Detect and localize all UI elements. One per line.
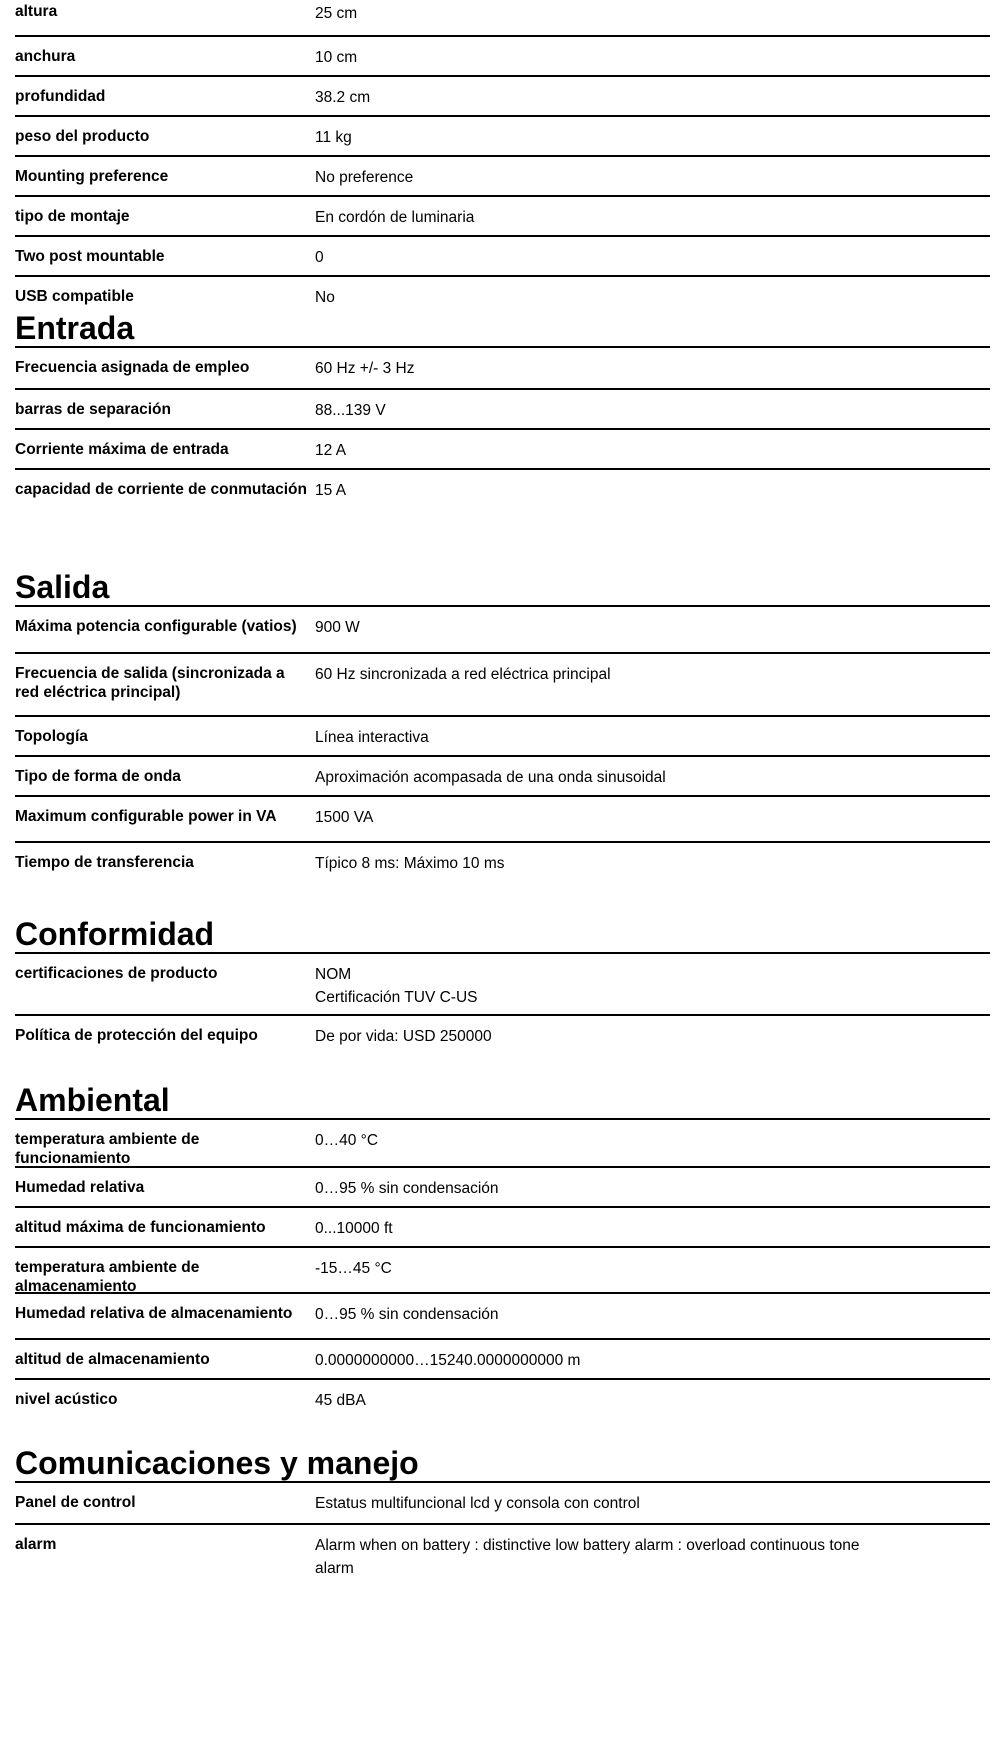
spec-label: Tipo de forma de onda [15,768,181,785]
spec-value-line: 15 A [315,482,347,499]
spec-label: alarm [15,1536,57,1553]
spec-value [315,197,990,229]
spec-label: altura [15,3,58,20]
spec-row [15,1523,990,1579]
spec-value [315,1120,990,1152]
spec-row [15,75,990,115]
spec-value-line: 1500 VA [315,809,374,826]
spec-row [15,468,990,524]
spec-row [15,155,990,195]
spec-value [315,1525,990,1580]
spec-value-line: 88...139 V [315,402,386,419]
spec-row [15,1292,990,1338]
spec-value [315,77,990,109]
spec-row [15,275,990,315]
spec-section [15,1082,990,1418]
spec-value [315,1016,990,1048]
spec-row [15,954,990,1014]
spec-value [315,470,990,502]
spec-row [15,348,990,388]
spec-value-line: No [315,289,335,306]
spec-value-line: De por vida: USD 250000 [315,1028,492,1045]
spec-section [15,569,990,881]
spec-value-line: Línea interactiva [315,729,429,746]
spec-value [315,1168,990,1200]
section-title: Conformidad [15,916,215,952]
spec-value-line: 0…95 % sin condensación [315,1306,499,1323]
spec-label: altitud máxima de funcionamiento [15,1219,266,1236]
spec-value [315,1380,990,1412]
spec-value-line: 25 cm [315,5,358,22]
spec-row [15,195,990,235]
spec-value [315,717,990,749]
spec-row [15,115,990,155]
spec-label: temperatura ambiente de funcionamiento [15,1131,200,1167]
spec-row [15,0,990,35]
spec-value-line: 0 [315,249,324,266]
spec-label: Corriente máxima de entrada [15,441,229,458]
spec-value [315,37,990,69]
spec-value-line: 45 dBA [315,1392,366,1409]
spec-row [15,388,990,428]
spec-label: Panel de control [15,1494,136,1511]
spec-label: nivel acústico [15,1391,118,1408]
spec-row [15,35,990,75]
spec-value [315,348,990,380]
spec-label: Política de protección del equipo [15,1027,258,1044]
spec-section [15,1445,990,1579]
spec-value-line: -15…45 °C [315,1260,392,1277]
spec-row [15,795,990,841]
spec-value [315,607,990,639]
spec-value [315,430,990,462]
spec-value [315,1294,990,1326]
spec-value-line: NOM [315,966,352,983]
spec-row [15,841,990,881]
spec-row [15,1378,990,1418]
spec-section [15,916,990,1054]
spec-value-line: 11 kg [315,129,352,146]
spec-value [315,843,990,875]
spec-row [15,1166,990,1206]
spec-value-line: 0…95 % sin condensación [315,1180,499,1197]
spec-value-line: En cordón de luminaria [315,209,475,226]
spec-value-line: Alarm when on battery : distinctive low battery alarm : overload continuous tone [315,1537,860,1554]
spec-value [315,1208,990,1240]
spec-value [315,1483,990,1515]
spec-value-line: Certificación TUV C-US [315,989,478,1006]
spec-value [315,1340,990,1372]
spec-value [315,277,990,309]
spec-row [15,715,990,755]
spec-row [15,1246,990,1295]
spec-value-line: Aproximación acompasada de una onda sinusoidal [315,769,666,786]
spec-section [15,0,990,315]
spec-label: profundidad [15,88,106,105]
spec-value-line: 60 Hz +/- 3 Hz [315,360,415,377]
spec-row [15,1014,990,1054]
spec-value [315,117,990,149]
spec-label: certificaciones de producto [15,965,218,982]
spec-label: Tiempo de transferencia [15,854,194,871]
spec-label: Mounting preference [15,168,169,185]
spec-row [15,1338,990,1378]
spec-row [15,1206,990,1246]
spec-label: Máxima potencia configurable (vatios) [15,618,297,635]
spec-label: altitud de almacenamiento [15,1351,210,1368]
spec-label: Humedad relativa de almacenamiento [15,1305,293,1322]
spec-row [15,755,990,795]
spec-value [315,237,990,269]
spec-value [315,797,990,829]
spec-value-line: Típico 8 ms: Máximo 10 ms [315,855,505,872]
section-title: Salida [15,569,110,605]
spec-row [15,607,990,652]
spec-value-line: Estatus multifuncional lcd y consola con control [315,1495,640,1512]
spec-value-line: 0...10000 ft [315,1220,393,1237]
spec-label: barras de separación [15,401,171,418]
section-title: Entrada [15,310,135,346]
spec-row [15,235,990,275]
spec-value-line: 10 cm [315,49,358,66]
section-title: Comunicaciones y manejo [15,1445,419,1481]
spec-label: anchura [15,48,76,65]
spec-value-line: 0.0000000000…15240.0000000000 m [315,1352,581,1369]
spec-label: capacidad de corriente de conmutación [15,481,307,498]
spec-row [15,652,990,715]
spec-value-line: No preference [315,169,414,186]
spec-value-line: 12 A [315,442,347,459]
spec-row [15,428,990,468]
spec-label: Frecuencia asignada de empleo [15,359,250,376]
section-title: Ambiental [15,1082,170,1118]
spec-value [315,757,990,789]
spec-label: USB compatible [15,288,134,305]
spec-section [15,310,990,524]
spec-label: tipo de montaje [15,208,130,225]
spec-label: Humedad relativa [15,1179,145,1196]
spec-label: Maximum configurable power in VA [15,808,277,825]
spec-value [315,954,990,1009]
spec-row [15,1483,990,1523]
spec-label: Frecuencia de salida (sincronizada a red eléctrica principal) [15,665,285,701]
spec-value [315,1248,990,1280]
spec-value [315,0,990,25]
spec-value-line: 0…40 °C [315,1132,379,1149]
spec-label: Topología [15,728,88,745]
spec-label: temperatura ambiente de almacenamiento [15,1259,200,1295]
spec-value [315,157,990,189]
spec-row [15,1120,990,1166]
spec-value-line: alarm [315,1560,354,1577]
spec-value [315,390,990,422]
spec-value-line: 60 Hz sincronizada a red eléctrica principal [315,666,611,683]
spec-value-line: 38.2 cm [315,89,371,106]
spec-label: Two post mountable [15,248,165,265]
spec-label: peso del producto [15,128,150,145]
spec-value [315,654,990,686]
spec-value-line: 900 W [315,619,360,636]
